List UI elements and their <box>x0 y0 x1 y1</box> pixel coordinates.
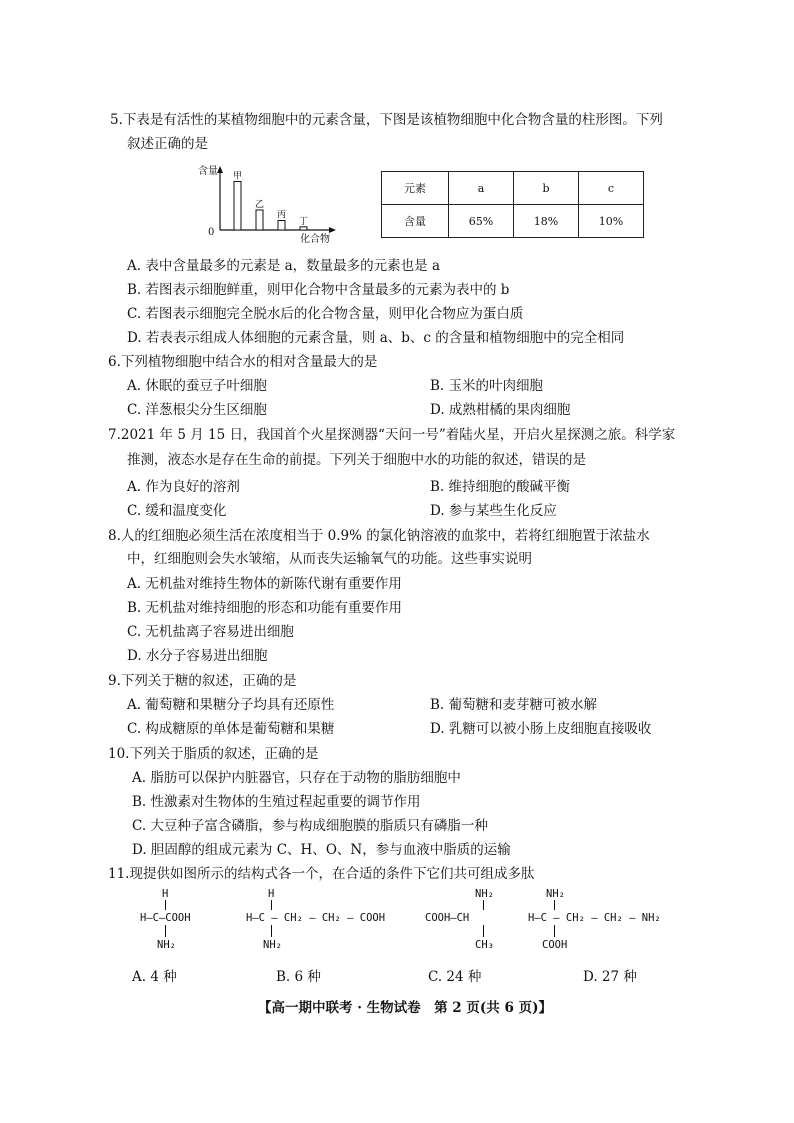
q6-option-d: D. 成熟柑橘的果肉细胞 <box>430 402 571 418</box>
chart-bar-label-2: 丙 <box>277 210 287 221</box>
q10-option-b: B. 性激素对生物体的生殖过程起重要的调节作用 <box>132 794 421 810</box>
q5-option-a: A. 表中含量最多的元素是 a，数量最多的元素也是 a <box>127 258 441 274</box>
q9-option-b: B. 葡萄糖和麦芽糖可被水解 <box>430 697 598 713</box>
q9-option-d: D. 乳糖可以被小肠上皮细胞直接吸收 <box>430 721 652 737</box>
q8-option-d: D. 水分子容易进出细胞 <box>127 648 268 664</box>
q9-option-c: C. 构成糖原的单体是葡萄糖和果糖 <box>127 721 335 737</box>
chart-origin-label: 0 <box>208 227 215 238</box>
chart-xlabel: 化合物 <box>300 234 330 245</box>
q6-option-b: B. 玉米的叶肉细胞 <box>430 378 544 394</box>
q7-option-b: B. 维持细胞的酸碱平衡 <box>430 479 571 495</box>
chart-bar-3 <box>300 227 307 230</box>
chart-x-arrow <box>329 227 336 233</box>
q6-option-a: A. 休眠的蚕豆子叶细胞 <box>127 378 267 394</box>
table-row <box>382 205 644 238</box>
page-footer: 【高一期中联考 · 生物试卷 第 2 页(共 6 页)】 <box>258 1000 552 1016</box>
q10-option-a: A. 脂肪可以保护内脏器官，只存在于动物的脂肪细胞中 <box>132 770 461 786</box>
chart-bar-label-0: 甲 <box>233 171 243 182</box>
table-row <box>382 172 644 205</box>
chart-bar-0 <box>234 181 241 230</box>
q7-stem-line2: 推测，液态水是存在生命的前提。下列关于细胞中水的功能的叙述，错误的是 <box>127 452 586 468</box>
q11-stem: 11.现提供如图所示的结构式各一个，在合适的条件下它们共可组成多肽 <box>108 866 535 882</box>
q7-option-d: D. 参与某些生化反应 <box>430 503 557 519</box>
q9-stem: 9.下列关于糖的叙述，正确的是 <box>108 673 297 689</box>
q11-option-a: A. 4 种 <box>132 969 177 985</box>
q8-option-b: B. 无机盐对维持细胞的形态和功能有重要作用 <box>127 600 403 616</box>
chart-bar-label-1: 乙 <box>255 199 265 210</box>
q9-option-a: A. 葡萄糖和果糖分子均具有还原性 <box>127 697 335 713</box>
q7-stem-line1: 7.2021 年 5 月 15 日，我国首个火星探测器“天问一号”着陆火星，开启火星探测之旅。科学家 <box>108 427 676 443</box>
q10-option-d: D. 胆固醇的组成元素为 C、H、O、N，参与血液中脂质的运输 <box>132 842 511 858</box>
chart-ylabel: 含量 <box>198 166 218 177</box>
q10-option-c: C. 大豆种子富含磷脂，参与构成细胞膜的脂质只有磷脂一种 <box>132 818 488 834</box>
q8-stem-line1: 8.人的红细胞必须生活在浓度相当于 0.9% 的氯化钠溶液的血浆中，若将红细胞置于浓盐水 <box>108 528 650 544</box>
table-header-cell: 元素 <box>382 172 449 205</box>
chart-bar-label-3: 丁 <box>299 216 309 227</box>
table-header-cell: a <box>449 172 514 205</box>
q8-option-c: C. 无机盐离子容易进出细胞 <box>127 624 294 640</box>
table-header-cell: b <box>514 172 579 205</box>
q7-option-c: C. 缓和温度变化 <box>127 503 227 519</box>
q6-option-c: C. 洋葱根尖分生区细胞 <box>127 402 267 418</box>
chart-bar-2 <box>278 221 285 230</box>
q5-option-c: C. 若图表示细胞完全脱水后的化合物含量，则甲化合物应为蛋白质 <box>127 306 524 322</box>
table-header-cell: c <box>579 172 644 205</box>
table-cell: 65% <box>449 205 514 238</box>
q11-option-d: D. 27 种 <box>583 969 637 985</box>
q11-option-c: C. 24 种 <box>428 969 482 985</box>
q11-option-b: B. 6 种 <box>276 969 321 985</box>
q5-bar-chart <box>180 160 360 248</box>
q5-stem-line2: 叙述正确的是 <box>127 136 208 152</box>
q10-stem: 10.下列关于脂质的叙述，正确的是 <box>108 746 319 762</box>
table-cell: 18% <box>514 205 579 238</box>
q5-option-d: D. 若表表示组成人体细胞的元素含量，则 a、b、c 的含量和植物细胞中的完全相同 <box>127 330 625 346</box>
q5-option-b: B. 若图表示细胞鲜重，则甲化合物中含量最多的元素为表中的 b <box>127 282 510 298</box>
q7-option-a: A. 作为良好的溶剂 <box>127 479 240 495</box>
q5-element-table <box>381 171 644 238</box>
q6-stem: 6.下列植物细胞中结合水的相对含量最大的是 <box>108 354 378 370</box>
q8-stem-line2: 中，红细胞则会失水皱缩，从而丧失运输氧气的功能。这些事实说明 <box>127 551 532 567</box>
chart-bar-1 <box>256 210 263 230</box>
q8-option-a: A. 无机盐对维持生物体的新陈代谢有重要作用 <box>127 576 402 592</box>
q5-stem-line1: 5.下表是有活性的某植物细胞中的元素含量，下图是该植物细胞中化合物含量的柱形图。下列 <box>110 112 663 128</box>
table-cell: 10% <box>579 205 644 238</box>
table-cell: 含量 <box>382 205 449 238</box>
